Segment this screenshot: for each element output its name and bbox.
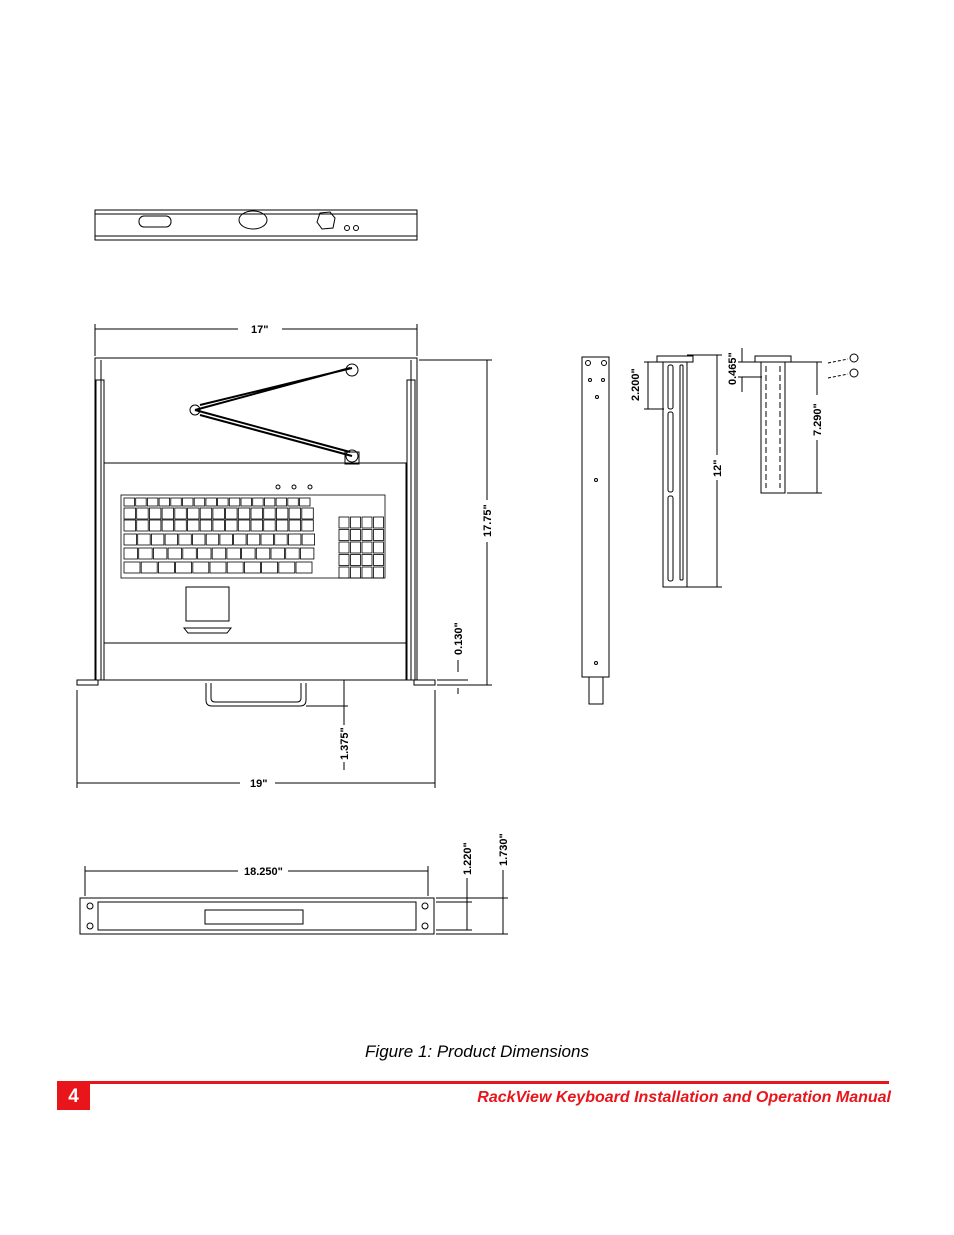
keyboard-key: [229, 498, 240, 506]
keyboard-key: [279, 562, 295, 573]
keyboard-key: [302, 520, 314, 531]
keypad-key: [339, 530, 349, 541]
keyboard-key: [271, 548, 285, 559]
keyboard-key: [162, 520, 174, 531]
keypad-key: [351, 555, 361, 566]
keyboard-key: [247, 534, 259, 545]
long-bracket-view: [644, 355, 722, 587]
dim-1-375in: 1.375": [339, 727, 351, 760]
keyboard-key: [234, 534, 247, 545]
keypad-key: [362, 542, 372, 553]
keypad-key: [351, 530, 361, 541]
keyboard-key: [193, 562, 209, 573]
keyboard-key: [242, 548, 256, 559]
keyboard-key: [124, 508, 136, 519]
dim-0-465in: 0.465": [727, 352, 739, 385]
keypad-key: [339, 542, 349, 553]
keyboard-key: [153, 548, 167, 559]
keypad-key: [362, 530, 372, 541]
dim-1-730in: 1.730": [498, 833, 510, 866]
keyboard-key: [226, 520, 238, 531]
keyboard-key: [141, 562, 157, 573]
keyboard-key: [241, 498, 252, 506]
keyboard-key: [124, 520, 136, 531]
keyboard-key: [175, 508, 187, 519]
keyboard-key: [124, 562, 140, 573]
keyboard-key: [276, 520, 288, 531]
keyboard-key: [171, 498, 182, 506]
keyboard-key: [176, 562, 192, 573]
keyboard-key: [289, 508, 301, 519]
keyboard-key: [275, 534, 288, 545]
keyboard-key: [206, 498, 217, 506]
keyboard-key: [276, 498, 287, 506]
keyboard-key: [206, 534, 219, 545]
keyboard-key: [276, 508, 288, 519]
keyboard-key: [288, 498, 299, 506]
keypad-key: [362, 517, 372, 528]
short-bracket-view: [738, 348, 858, 493]
keyboard-key: [162, 508, 174, 519]
keypad-key: [374, 542, 384, 553]
keyboard-key: [210, 562, 226, 573]
keypad-key: [374, 530, 384, 541]
keyboard-key: [261, 534, 274, 545]
slide-rail-view: [582, 357, 609, 704]
keypad-key: [374, 555, 384, 566]
keypad-key: [339, 567, 349, 578]
keyboard-key: [300, 498, 311, 506]
keyboard-key: [149, 520, 161, 531]
keyboard-key: [227, 548, 241, 559]
keyboard-key: [302, 508, 314, 519]
keyboard-key: [213, 520, 225, 531]
keyboard-key: [137, 520, 149, 531]
keyboard-key: [124, 548, 138, 559]
keypad-key: [351, 517, 361, 528]
keyboard-key: [256, 548, 270, 559]
keyboard-key: [288, 534, 301, 545]
keyboard-key: [165, 534, 178, 545]
keyboard-key: [220, 534, 233, 545]
keyboard-key: [286, 548, 300, 559]
keyboard-key: [147, 498, 158, 506]
keyboard-key: [262, 562, 278, 573]
keypad-key: [374, 517, 384, 528]
keyboard-key: [183, 498, 194, 506]
keyboard-key: [124, 498, 135, 506]
dim-12in: 12": [712, 459, 724, 477]
keyboard-key: [194, 498, 205, 506]
keyboard-key: [300, 548, 314, 559]
keyboard-key: [139, 548, 153, 559]
page-number: 4: [57, 1084, 90, 1110]
front-elevation-view: [80, 866, 508, 934]
figure-caption: Figure 1: Product Dimensions: [365, 1042, 589, 1061]
dim-18-250in: 18.250": [244, 866, 283, 878]
keyboard-key: [138, 534, 151, 545]
keyboard-key: [188, 508, 200, 519]
dim-1-220in: 1.220": [462, 842, 474, 875]
keypad-key: [339, 517, 349, 528]
keyboard-key: [175, 520, 187, 531]
keypad-key: [351, 542, 361, 553]
front-panel-view: [95, 210, 417, 240]
dim-19in: 19": [250, 778, 268, 790]
keyboard-key: [124, 534, 137, 545]
keyboard-key: [198, 548, 212, 559]
keyboard-key: [227, 562, 243, 573]
manual-title: RackView Keyboard Installation and Operation Manual: [477, 1089, 891, 1106]
keyboard-key: [179, 534, 192, 545]
keypad-key: [351, 567, 361, 578]
keyboard-key: [136, 498, 147, 506]
keyboard-key: [193, 534, 206, 545]
keypad-key: [362, 567, 372, 578]
keyboard-key: [264, 520, 276, 531]
keyboard-key: [149, 508, 161, 519]
keyboard-key: [218, 498, 229, 506]
keyboard-key: [168, 548, 182, 559]
dim-7-290in: 7.290": [812, 403, 824, 436]
keypad-key: [362, 555, 372, 566]
keyboard-key: [212, 548, 226, 559]
keyboard-keys: [121, 495, 385, 578]
keyboard-key: [264, 498, 275, 506]
keyboard-key: [251, 508, 263, 519]
dim-2-200in: 2.200": [630, 368, 642, 401]
keyboard-key: [264, 508, 276, 519]
keyboard-key: [238, 508, 250, 519]
keyboard-key: [289, 520, 301, 531]
keyboard-key: [159, 498, 170, 506]
keyboard-key: [251, 520, 263, 531]
keyboard-key: [200, 520, 212, 531]
dim-17-75in: 17.75": [482, 504, 494, 537]
keyboard-key: [213, 508, 225, 519]
keyboard-key: [296, 562, 312, 573]
keyboard-key: [151, 534, 164, 545]
dim-17in: 17": [251, 324, 269, 336]
keyboard-key: [302, 534, 315, 545]
keyboard-key: [188, 520, 200, 531]
dim-0-130in: 0.130": [453, 622, 465, 655]
keyboard-key: [238, 520, 250, 531]
keypad-key: [374, 567, 384, 578]
footer-rule: [57, 1081, 889, 1084]
keyboard-key: [158, 562, 174, 573]
keyboard-key: [183, 548, 197, 559]
keypad-key: [339, 555, 349, 566]
keyboard-key: [244, 562, 260, 573]
keyboard-key: [200, 508, 212, 519]
keyboard-key: [253, 498, 264, 506]
keyboard-key: [137, 508, 149, 519]
keyboard-key: [226, 508, 238, 519]
